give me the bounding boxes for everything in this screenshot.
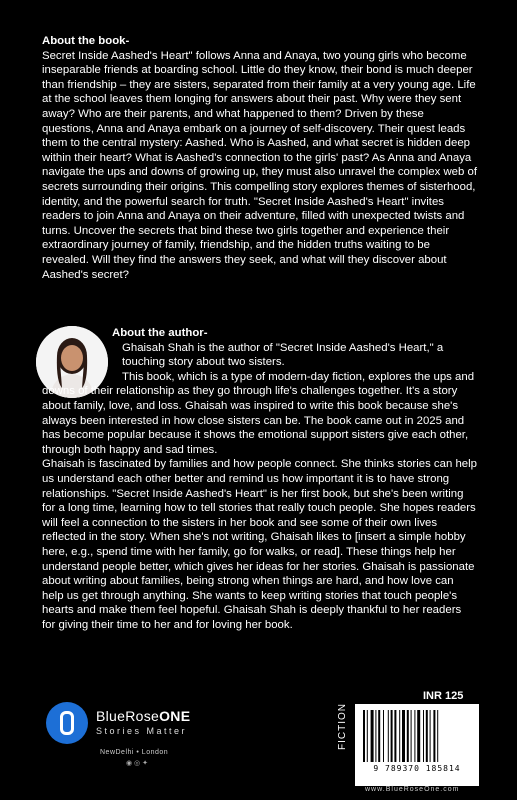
publisher-name-part2: ONE: [159, 708, 191, 724]
about-author-heading: About the author-: [112, 327, 208, 339]
barcode-bars-icon: [363, 710, 471, 762]
isbn-number: 9 789370 185814: [373, 764, 461, 773]
isbn-barcode: [355, 704, 479, 786]
about-book-heading: About the book-: [42, 35, 130, 47]
genre-label: FICTION: [337, 703, 348, 750]
publisher-name-part1: BlueRose: [96, 708, 160, 724]
author-intro: Ghaisah Shah is the author of "Secret Inside Aashed's Heart," a touching story about two sisters.: [122, 341, 444, 369]
about-author-section: [42, 326, 477, 632]
about-book-section: [42, 34, 477, 282]
about-book-text: Secret Inside Aashed's Heart" follows Anna and Anaya, two young girls who become inseparable friends at boarding school. Little do they know, their bond is much deeper than friendship – they are sisters, separated from their family at a very young age. Life at the school leaves them longing for answers about their past. Why were they sent away? Who are their parents, and what happened to them? Driven by these questions, Anna and Anaya embark on a journey of self-discovery. Their quest leads them to the central mystery: Aashed. Who is Aashed, and what secret is hidden deep within their heart? What is Aashed's connection to the girls' past? As Anna and Anaya navigate the ups and downs of growing up, they must also unravel the complex web of secrets surrounding their origins. This compelling story explores themes of sisterhood, identity, and the powerful search for truth. "Secret Inside Aashed's Heart" invites readers to join Anna and Anaya on their adventure, filled with unexpected twists and turns. Uncover the secrets that bind these two girls together and experience their extraordinary journey of family, friendship, and the hidden truths waiting to be revealed. Will they find the answers they seek, and what will they discover about Aashed's secret?: [42, 49, 478, 281]
author-paragraph-2: This book, which is a type of modern-day fiction, explores the ups and downs of their relationship as they go through life's challenges together. It's a story about family, love, and loss. Ghaisah was inspired to write this book because she's always been interested in how close sisters can be. The book came out in 2025 and has become popular because it shows the emotional support sisters give each other, through both happy and sad times.: [42, 370, 475, 456]
publisher-name: [96, 708, 190, 724]
publisher-cities: NewDelhi • London: [100, 749, 169, 756]
publisher-logo-icon: [46, 702, 88, 744]
publisher-website: www.BlueRoseOne.com: [365, 786, 460, 793]
publisher-tagline: Stories Matter: [96, 726, 188, 736]
price-label: INR 125: [423, 690, 464, 702]
social-icons: ◉ ◎ ✦: [126, 760, 148, 767]
publisher-logo: [46, 702, 266, 772]
author-paragraph-3: Ghaisah is fascinated by families and how people connect. She thinks stories can help us understand each other better and remind us how important it is to have strong relationships. "Secret Inside Aashed's Heart" is her first book, but she's been writing for a long time, learning how to tell stories that really touch people. She hopes readers will feel a connection to the sisters in her book and see some of their own lives reflected in the story. When she's not writing, Ghaisah likes to [insert a simple hobby here, e.g., spend time with her family, go for walks, or read]. These things help her understand people better, which gives her ideas for her stories. Ghaisah is passionate about writing about families, being strong when things are hard, and how love can help us get through anything. She wants to keep writing stories that touch people's hearts and make them feel hopeful. Ghaisah Shah is deeply thankful to her readers for giving their time to her and for loving her book.: [42, 458, 477, 631]
